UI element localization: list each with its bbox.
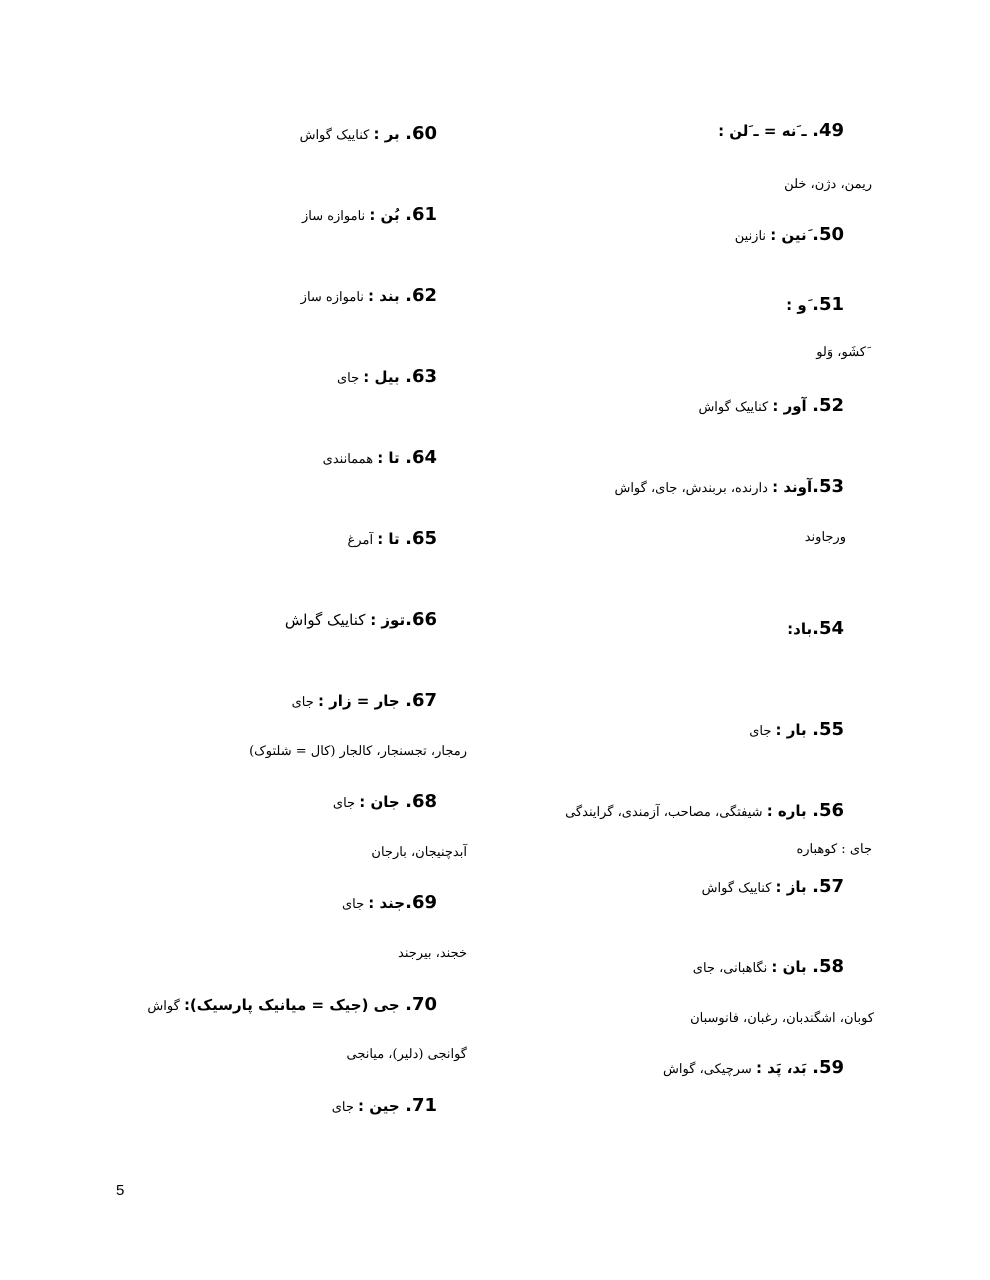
entry-68: 68. جان : جای — [332, 791, 437, 812]
entry-58: 58. بان : نگاهبانی، جای — [692, 956, 844, 977]
entry-70: 70. جی (جیک = میانیک پارسیک): گواش — [147, 994, 437, 1015]
entry-65: 65. تا : آمرغ — [347, 528, 437, 549]
entry-50: 50. َنین : نازنین — [734, 224, 844, 245]
entry-64: 64. تا : هممانندی — [322, 447, 437, 468]
entry-53-examples: ورجاوند — [804, 530, 846, 545]
entry-63: 63. بیل : جای — [336, 366, 437, 387]
entry-51: 51. َو : — [786, 294, 844, 315]
entry-69-examples: خجند، بیرجند — [398, 946, 467, 961]
entry-68-examples: آبدچنیجان، بارجان — [371, 845, 467, 860]
entry-67: 67. جار = زار : جای — [291, 690, 437, 711]
entry-51-examples: َکشَو، وَلو — [816, 345, 866, 360]
entry-49-examples: ریمن، دژن، خلن — [784, 177, 872, 192]
entry-58-examples: کوبان، اشگندبان، رغبان، فانوسبان — [690, 1011, 874, 1026]
entry-59: 59. بَد، پَد : سرچیکی، گواش — [663, 1057, 844, 1078]
entry-55: 55. بار : جای — [749, 719, 844, 740]
entry-53: 53.آوند : دارنده، بربندش، جای، گواش — [614, 476, 844, 497]
entry-57: 57. باز : کناییک گواش — [701, 876, 844, 897]
entry-71: 71. جین : جای — [331, 1095, 437, 1116]
entry-56: 56. باره : شیفتگی، مصاحب، آزمندی، گرایندگی — [565, 800, 844, 821]
entry-66: 66.توز : کناییک گواش — [284, 609, 437, 630]
entry-70-examples: گوانجی (دلیر)، میانجی — [346, 1047, 467, 1062]
entry-52: 52. آور : کناییک گواش — [698, 395, 844, 416]
entry-61: 61. بُن : ناموازه ساز — [301, 204, 437, 225]
entry-62: 62. بند : ناموازه ساز — [300, 285, 437, 306]
entry-56-examples: جای : کوهباره — [796, 842, 872, 857]
entry-54: 54.باد: — [787, 618, 844, 639]
entry-60: 60. بر : کناییک گواش — [299, 123, 437, 144]
entry-67-examples: رمجار، تجسنجار، کالجار (کال = شلتوک) — [249, 744, 467, 759]
entry-49: 49. ـ َنه = ـ َلن : — [718, 120, 844, 141]
page-number: 5 — [116, 1182, 125, 1199]
entry-69: 69.جند : جای — [341, 892, 437, 913]
